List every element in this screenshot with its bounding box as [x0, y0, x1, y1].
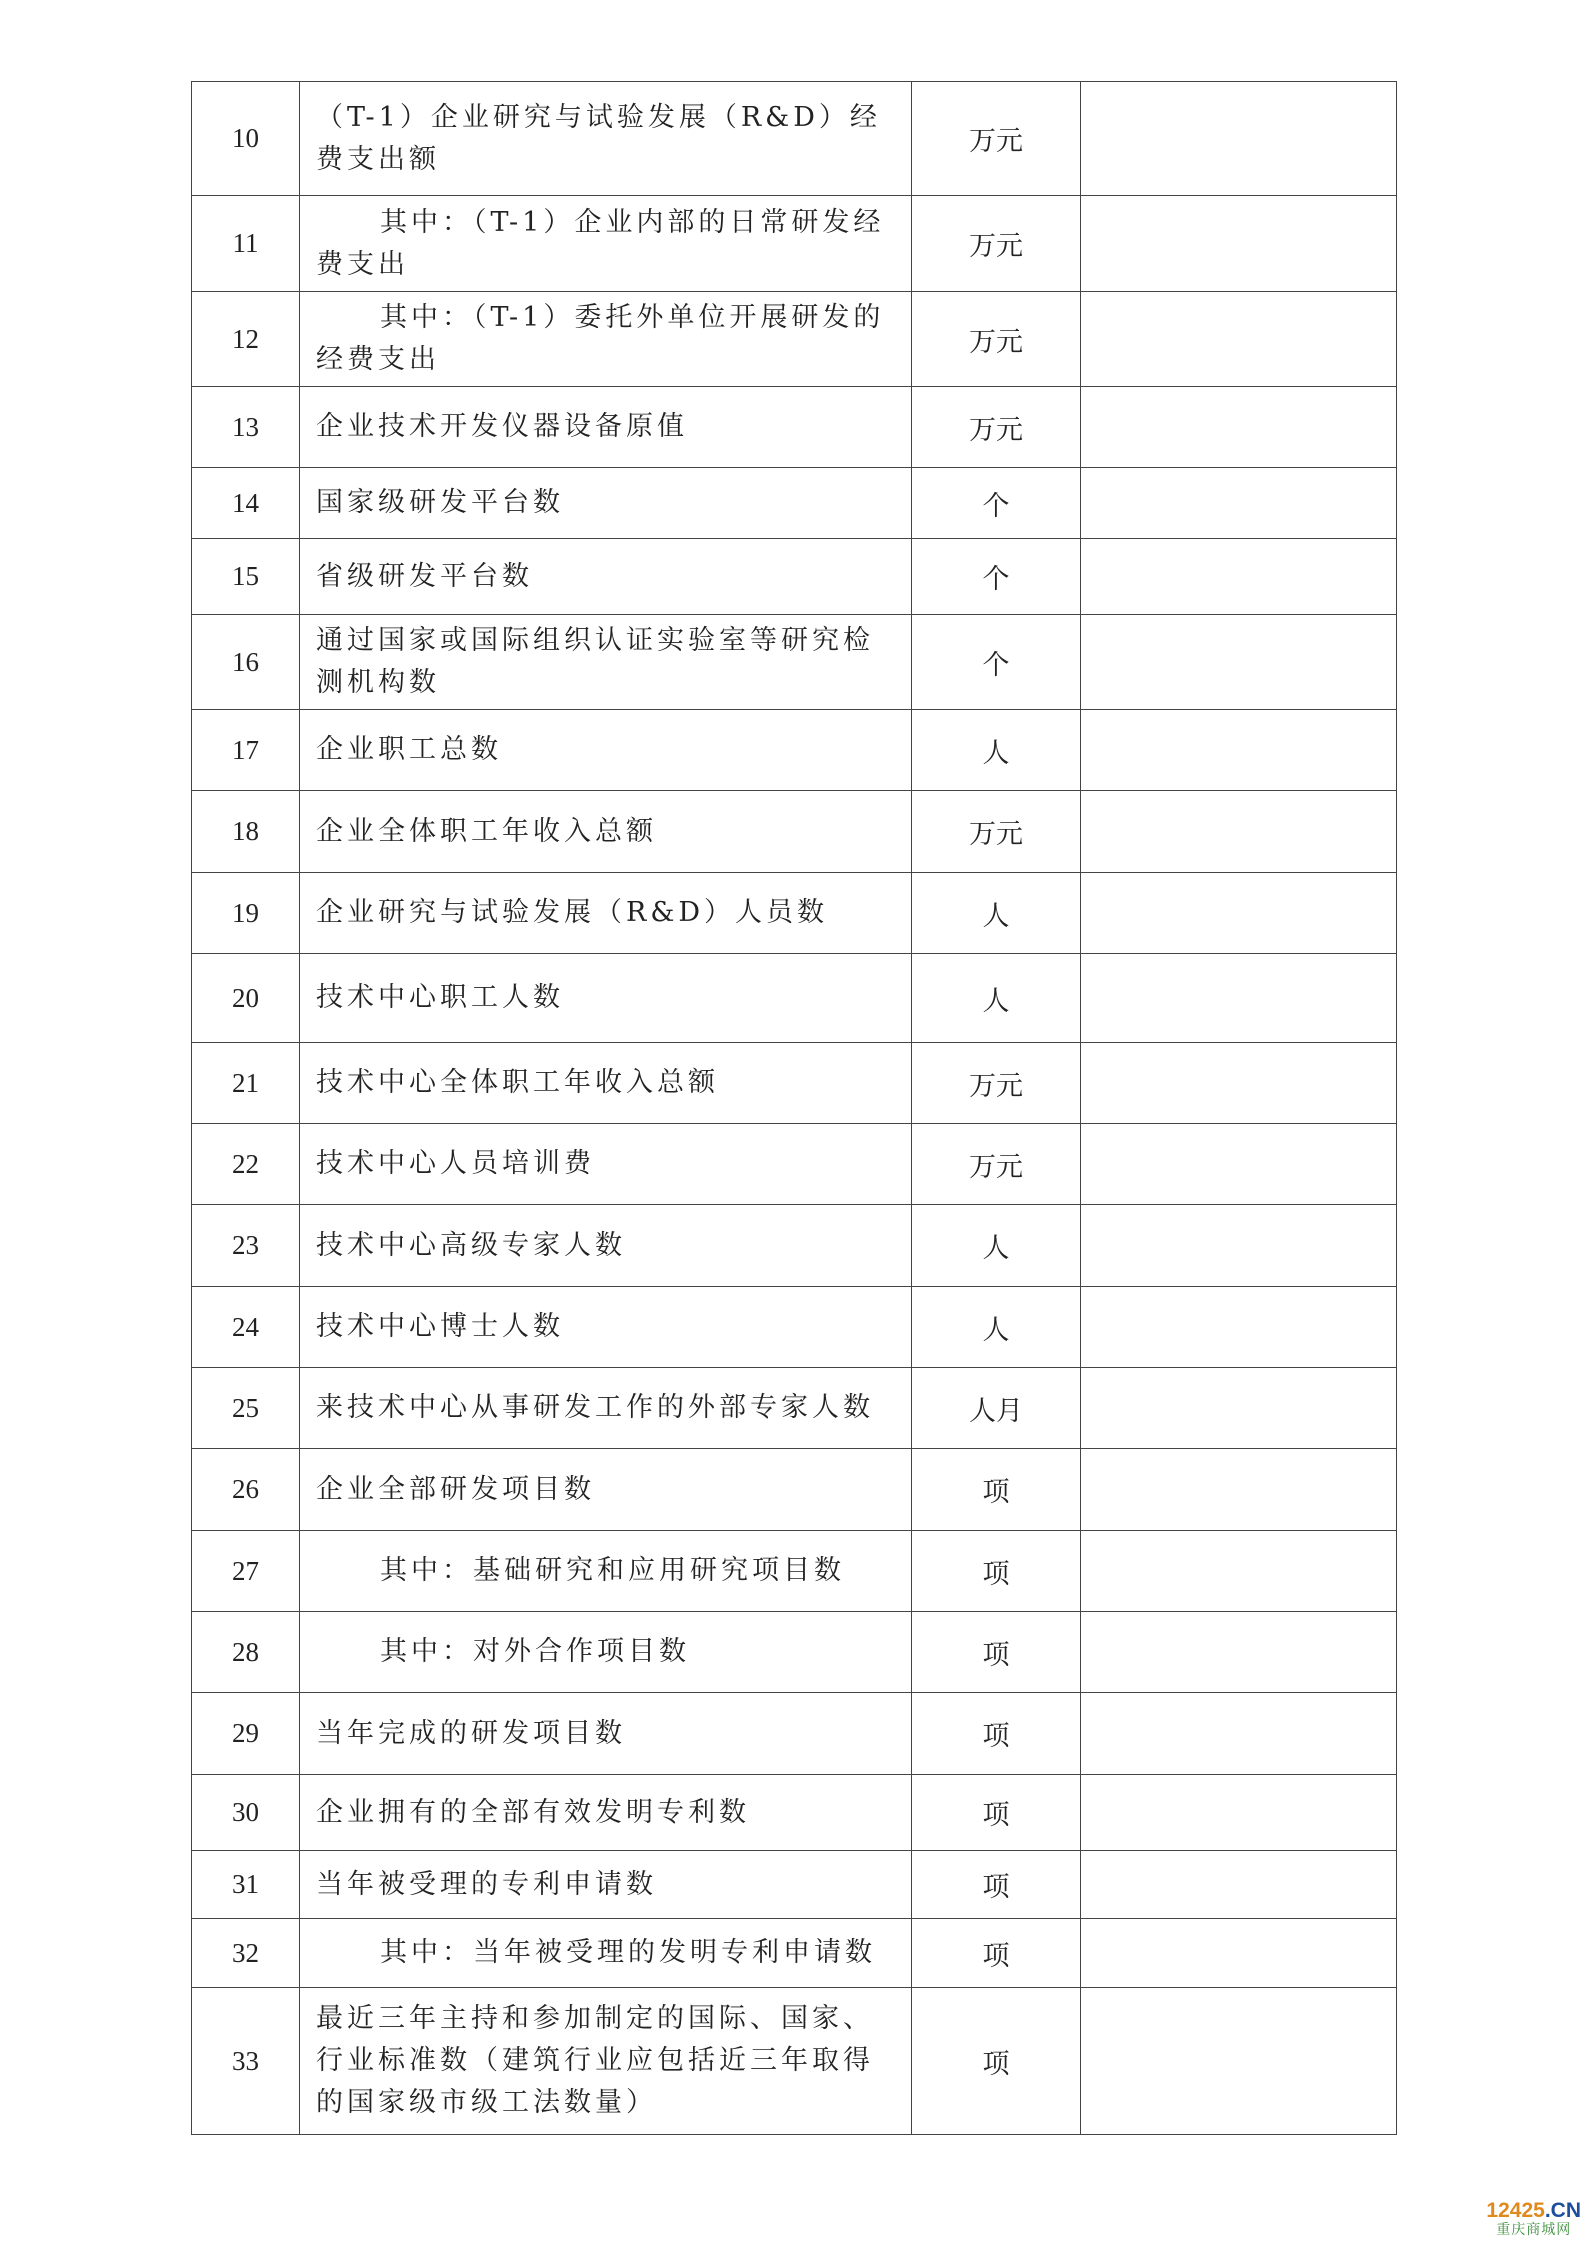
value-cell[interactable]	[1081, 1612, 1397, 1693]
unit-cell: 项	[912, 1988, 1081, 2135]
table-row	[192, 615, 1397, 710]
indicator-name: 企业全部研发项目数	[300, 1449, 912, 1531]
value-cell[interactable]	[1081, 1287, 1397, 1368]
table-row	[192, 539, 1397, 615]
indicator-name: 企业研究与试验发展（R&D）人员数	[300, 873, 912, 954]
value-cell[interactable]	[1081, 1919, 1397, 1988]
indicator-name: 国家级研发平台数	[300, 468, 912, 539]
indicator-name: 技术中心人员培训费	[300, 1124, 912, 1205]
table-row	[192, 1043, 1397, 1124]
table-row	[192, 387, 1397, 468]
indicator-name: 最近三年主持和参加制定的国际、国家、行业标准数（建筑行业应包括近三年取得的国家级市级工法数量）	[300, 1988, 912, 2135]
row-number: 12	[192, 292, 300, 387]
indicator-name: 企业全体职工年收入总额	[300, 791, 912, 873]
unit-cell: 项	[912, 1449, 1081, 1531]
indicator-name: 其中：（T-1）委托外单位开展研发的经费支出	[300, 292, 912, 387]
unit-cell: 个	[912, 468, 1081, 539]
unit-cell: 个	[912, 615, 1081, 710]
value-cell[interactable]	[1081, 1205, 1397, 1287]
watermark-domain-number: 12425	[1486, 2199, 1545, 2222]
indicator-name: 技术中心高级专家人数	[300, 1205, 912, 1287]
value-cell[interactable]	[1081, 468, 1397, 539]
unit-cell: 人	[912, 873, 1081, 954]
row-number: 18	[192, 791, 300, 873]
row-number: 27	[192, 1531, 300, 1612]
indicator-name: 当年完成的研发项目数	[300, 1693, 912, 1775]
row-number: 30	[192, 1775, 300, 1851]
unit-cell: 万元	[912, 292, 1081, 387]
table-row	[192, 1449, 1397, 1531]
unit-cell: 万元	[912, 196, 1081, 292]
row-number: 26	[192, 1449, 300, 1531]
table-row	[192, 82, 1397, 196]
table-row	[192, 954, 1397, 1043]
value-cell[interactable]	[1081, 292, 1397, 387]
indicator-name: 其中：（T-1）企业内部的日常研发经费支出	[300, 196, 912, 292]
watermark-subtitle: 重庆商城网	[1496, 2222, 1572, 2238]
row-number: 14	[192, 468, 300, 539]
table-row	[192, 1919, 1397, 1988]
indicator-name: 企业拥有的全部有效发明专利数	[300, 1775, 912, 1851]
unit-cell: 万元	[912, 1043, 1081, 1124]
table-row	[192, 1612, 1397, 1693]
row-number: 15	[192, 539, 300, 615]
unit-cell: 项	[912, 1851, 1081, 1919]
indicator-name: （T-1）企业研究与试验发展（R&D）经费支出额	[300, 82, 912, 196]
row-number: 28	[192, 1612, 300, 1693]
indicator-name: 技术中心职工人数	[300, 954, 912, 1043]
row-number: 20	[192, 954, 300, 1043]
row-number: 33	[192, 1988, 300, 2135]
value-cell[interactable]	[1081, 791, 1397, 873]
indicator-table	[191, 81, 1397, 2135]
value-cell[interactable]	[1081, 1368, 1397, 1449]
table-row	[192, 791, 1397, 873]
unit-cell: 人	[912, 710, 1081, 791]
indicator-name: 其中：当年被受理的发明专利申请数	[300, 1919, 912, 1988]
unit-cell: 个	[912, 539, 1081, 615]
value-cell[interactable]	[1081, 1124, 1397, 1205]
value-cell[interactable]	[1081, 1449, 1397, 1531]
value-cell[interactable]	[1081, 1775, 1397, 1851]
table-row	[192, 468, 1397, 539]
unit-cell: 万元	[912, 1124, 1081, 1205]
watermark-domain	[1486, 2200, 1581, 2221]
indicator-name: 技术中心全体职工年收入总额	[300, 1043, 912, 1124]
row-number: 31	[192, 1851, 300, 1919]
value-cell[interactable]	[1081, 710, 1397, 791]
row-number: 22	[192, 1124, 300, 1205]
table-row	[192, 1205, 1397, 1287]
unit-cell: 项	[912, 1919, 1081, 1988]
unit-cell: 万元	[912, 791, 1081, 873]
table-row	[192, 1368, 1397, 1449]
indicator-name: 通过国家或国际组织认证实验室等研究检测机构数	[300, 615, 912, 710]
row-number: 11	[192, 196, 300, 292]
row-number: 29	[192, 1693, 300, 1775]
table-row	[192, 710, 1397, 791]
indicator-name: 省级研发平台数	[300, 539, 912, 615]
value-cell[interactable]	[1081, 1851, 1397, 1919]
unit-cell: 项	[912, 1693, 1081, 1775]
table-row	[192, 292, 1397, 387]
indicator-name: 来技术中心从事研发工作的外部专家人数	[300, 1368, 912, 1449]
value-cell[interactable]	[1081, 873, 1397, 954]
value-cell[interactable]	[1081, 1531, 1397, 1612]
unit-cell: 万元	[912, 82, 1081, 196]
indicator-name: 当年被受理的专利申请数	[300, 1851, 912, 1919]
table-row	[192, 873, 1397, 954]
value-cell[interactable]	[1081, 1693, 1397, 1775]
value-cell[interactable]	[1081, 1043, 1397, 1124]
unit-cell: 项	[912, 1612, 1081, 1693]
unit-cell: 万元	[912, 387, 1081, 468]
row-number: 25	[192, 1368, 300, 1449]
value-cell[interactable]	[1081, 954, 1397, 1043]
indicator-name: 其中：对外合作项目数	[300, 1612, 912, 1693]
unit-cell: 项	[912, 1531, 1081, 1612]
value-cell[interactable]	[1081, 1988, 1397, 2135]
unit-cell: 项	[912, 1775, 1081, 1851]
value-cell[interactable]	[1081, 539, 1397, 615]
unit-cell: 人	[912, 1205, 1081, 1287]
unit-cell: 人	[912, 954, 1081, 1043]
row-number: 17	[192, 710, 300, 791]
row-number: 32	[192, 1919, 300, 1988]
unit-cell: 人月	[912, 1368, 1081, 1449]
table-row	[192, 1988, 1397, 2135]
row-number: 16	[192, 615, 300, 710]
unit-cell: 人	[912, 1287, 1081, 1368]
table-row	[192, 1531, 1397, 1612]
row-number: 13	[192, 387, 300, 468]
table-row	[192, 196, 1397, 292]
indicator-name: 技术中心博士人数	[300, 1287, 912, 1368]
indicator-name: 其中：基础研究和应用研究项目数	[300, 1531, 912, 1612]
table-row	[192, 1775, 1397, 1851]
row-number: 21	[192, 1043, 300, 1124]
row-number: 24	[192, 1287, 300, 1368]
watermark-domain-tld: .CN	[1544, 2199, 1581, 2222]
table-row	[192, 1124, 1397, 1205]
table-row	[192, 1693, 1397, 1775]
value-cell[interactable]	[1081, 196, 1397, 292]
table-row	[192, 1851, 1397, 1919]
row-number: 10	[192, 82, 300, 196]
site-watermark	[1486, 2200, 1581, 2237]
value-cell[interactable]	[1081, 387, 1397, 468]
row-number: 23	[192, 1205, 300, 1287]
row-number: 19	[192, 873, 300, 954]
indicator-name: 企业职工总数	[300, 710, 912, 791]
indicator-name: 企业技术开发仪器设备原值	[300, 387, 912, 468]
table-row	[192, 1287, 1397, 1368]
value-cell[interactable]	[1081, 82, 1397, 196]
value-cell[interactable]	[1081, 615, 1397, 710]
